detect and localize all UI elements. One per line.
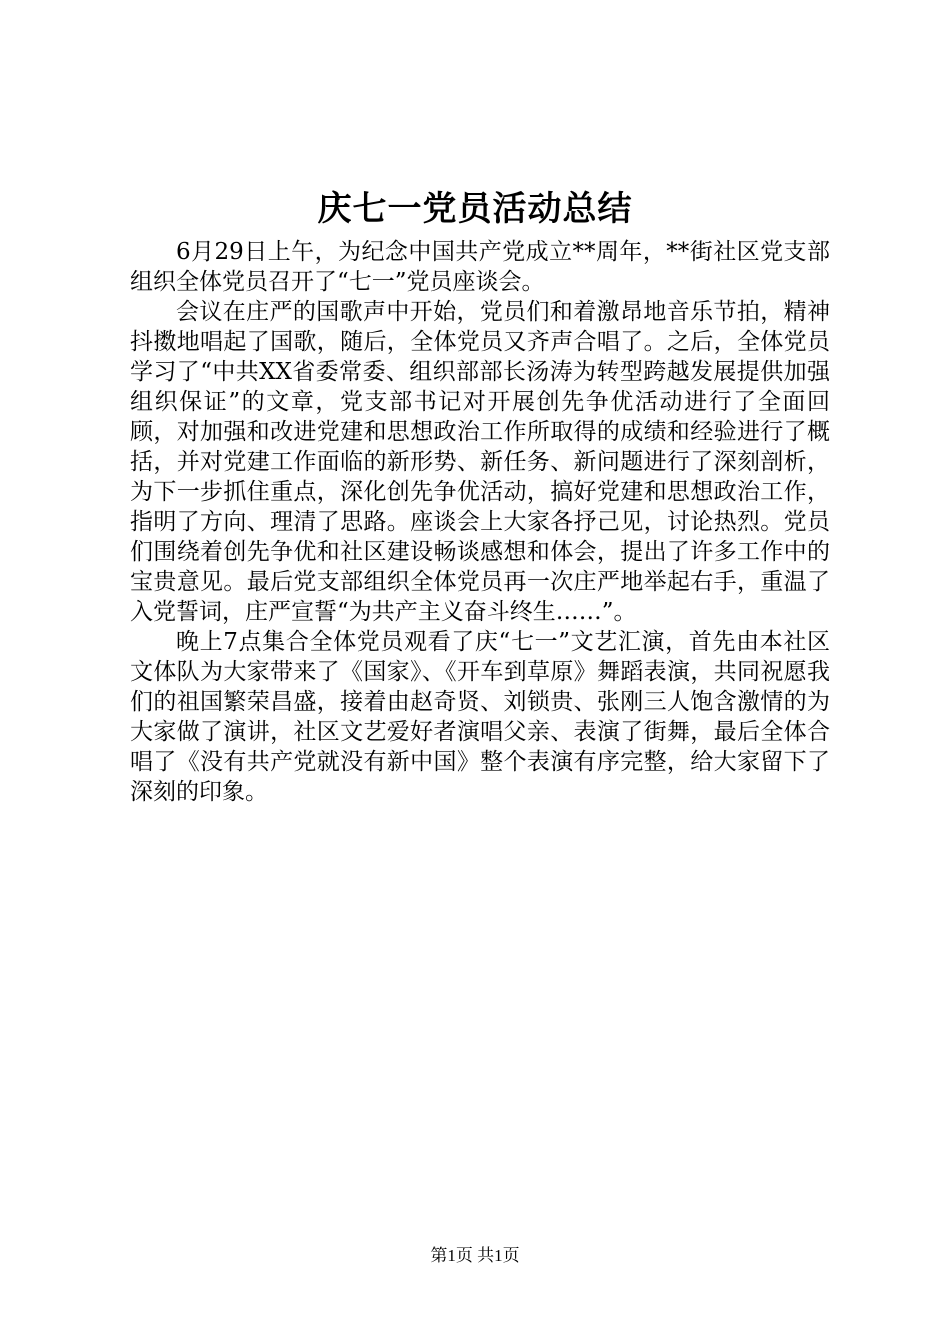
- document-body: [130, 237, 830, 807]
- paragraph-3: 晚上7点集合全体党员观看了庆“七一”文艺汇演，首先由本社区文体队为大家带来了《国家》、《开车到草原》舞蹈表演，共同祝愿我们的祖国繁荣昌盛，接着由赵奇贤、刘锁贵、张刚三人饱含激情的为大家做了演讲，社区文艺爱好者演唱父亲、表演了街舞，最后全体合唱了《没有共产党就没有新中国》整个表演有序完整，给大家留下了深刻的印象。: [130, 629, 830, 805]
- document-title: 庆七一党员活动总结: [317, 189, 633, 229]
- paragraph-2: 会议在庄严的国歌声中开始，党员们和着激昂地音乐节拍，精神抖擞地唱起了国歌，随后，全体党员又齐声合唱了。之后，全体党员学习了“中共XX省委常委、组织部部长汤涛为转型跨越发展提供加强组织保证”的文章，党支部书记对开展创先争优活动进行了全面回顾，对加强和改进党建和思想政治工作所取得的成绩和经验进行了概括，并对党建工作面临的新形势、新任务、新问题进行了深刻剖析，为下一步抓住重点，深化创先争优活动，搞好党建和思想政治工作，指明了方向、理清了思路。座谈会上大家各抒己见，讨论热烈。党员们围绕着创先争优和社区建设畅谈感想和体会，提出了许多工作中的宝贵意见。最后党支部组织全体党员再一次庄严地举起右手，重温了入党誓词，庄严宣誓“为共产主义奋斗终生……”。: [130, 299, 830, 625]
- page-footer: 第1页 共1页: [430, 1246, 520, 1265]
- paragraph-1: 6月29日上午，为纪念中国共产党成立**周年，**街社区党支部组织全体党员召开了“七一”党员座谈会。: [130, 239, 830, 295]
